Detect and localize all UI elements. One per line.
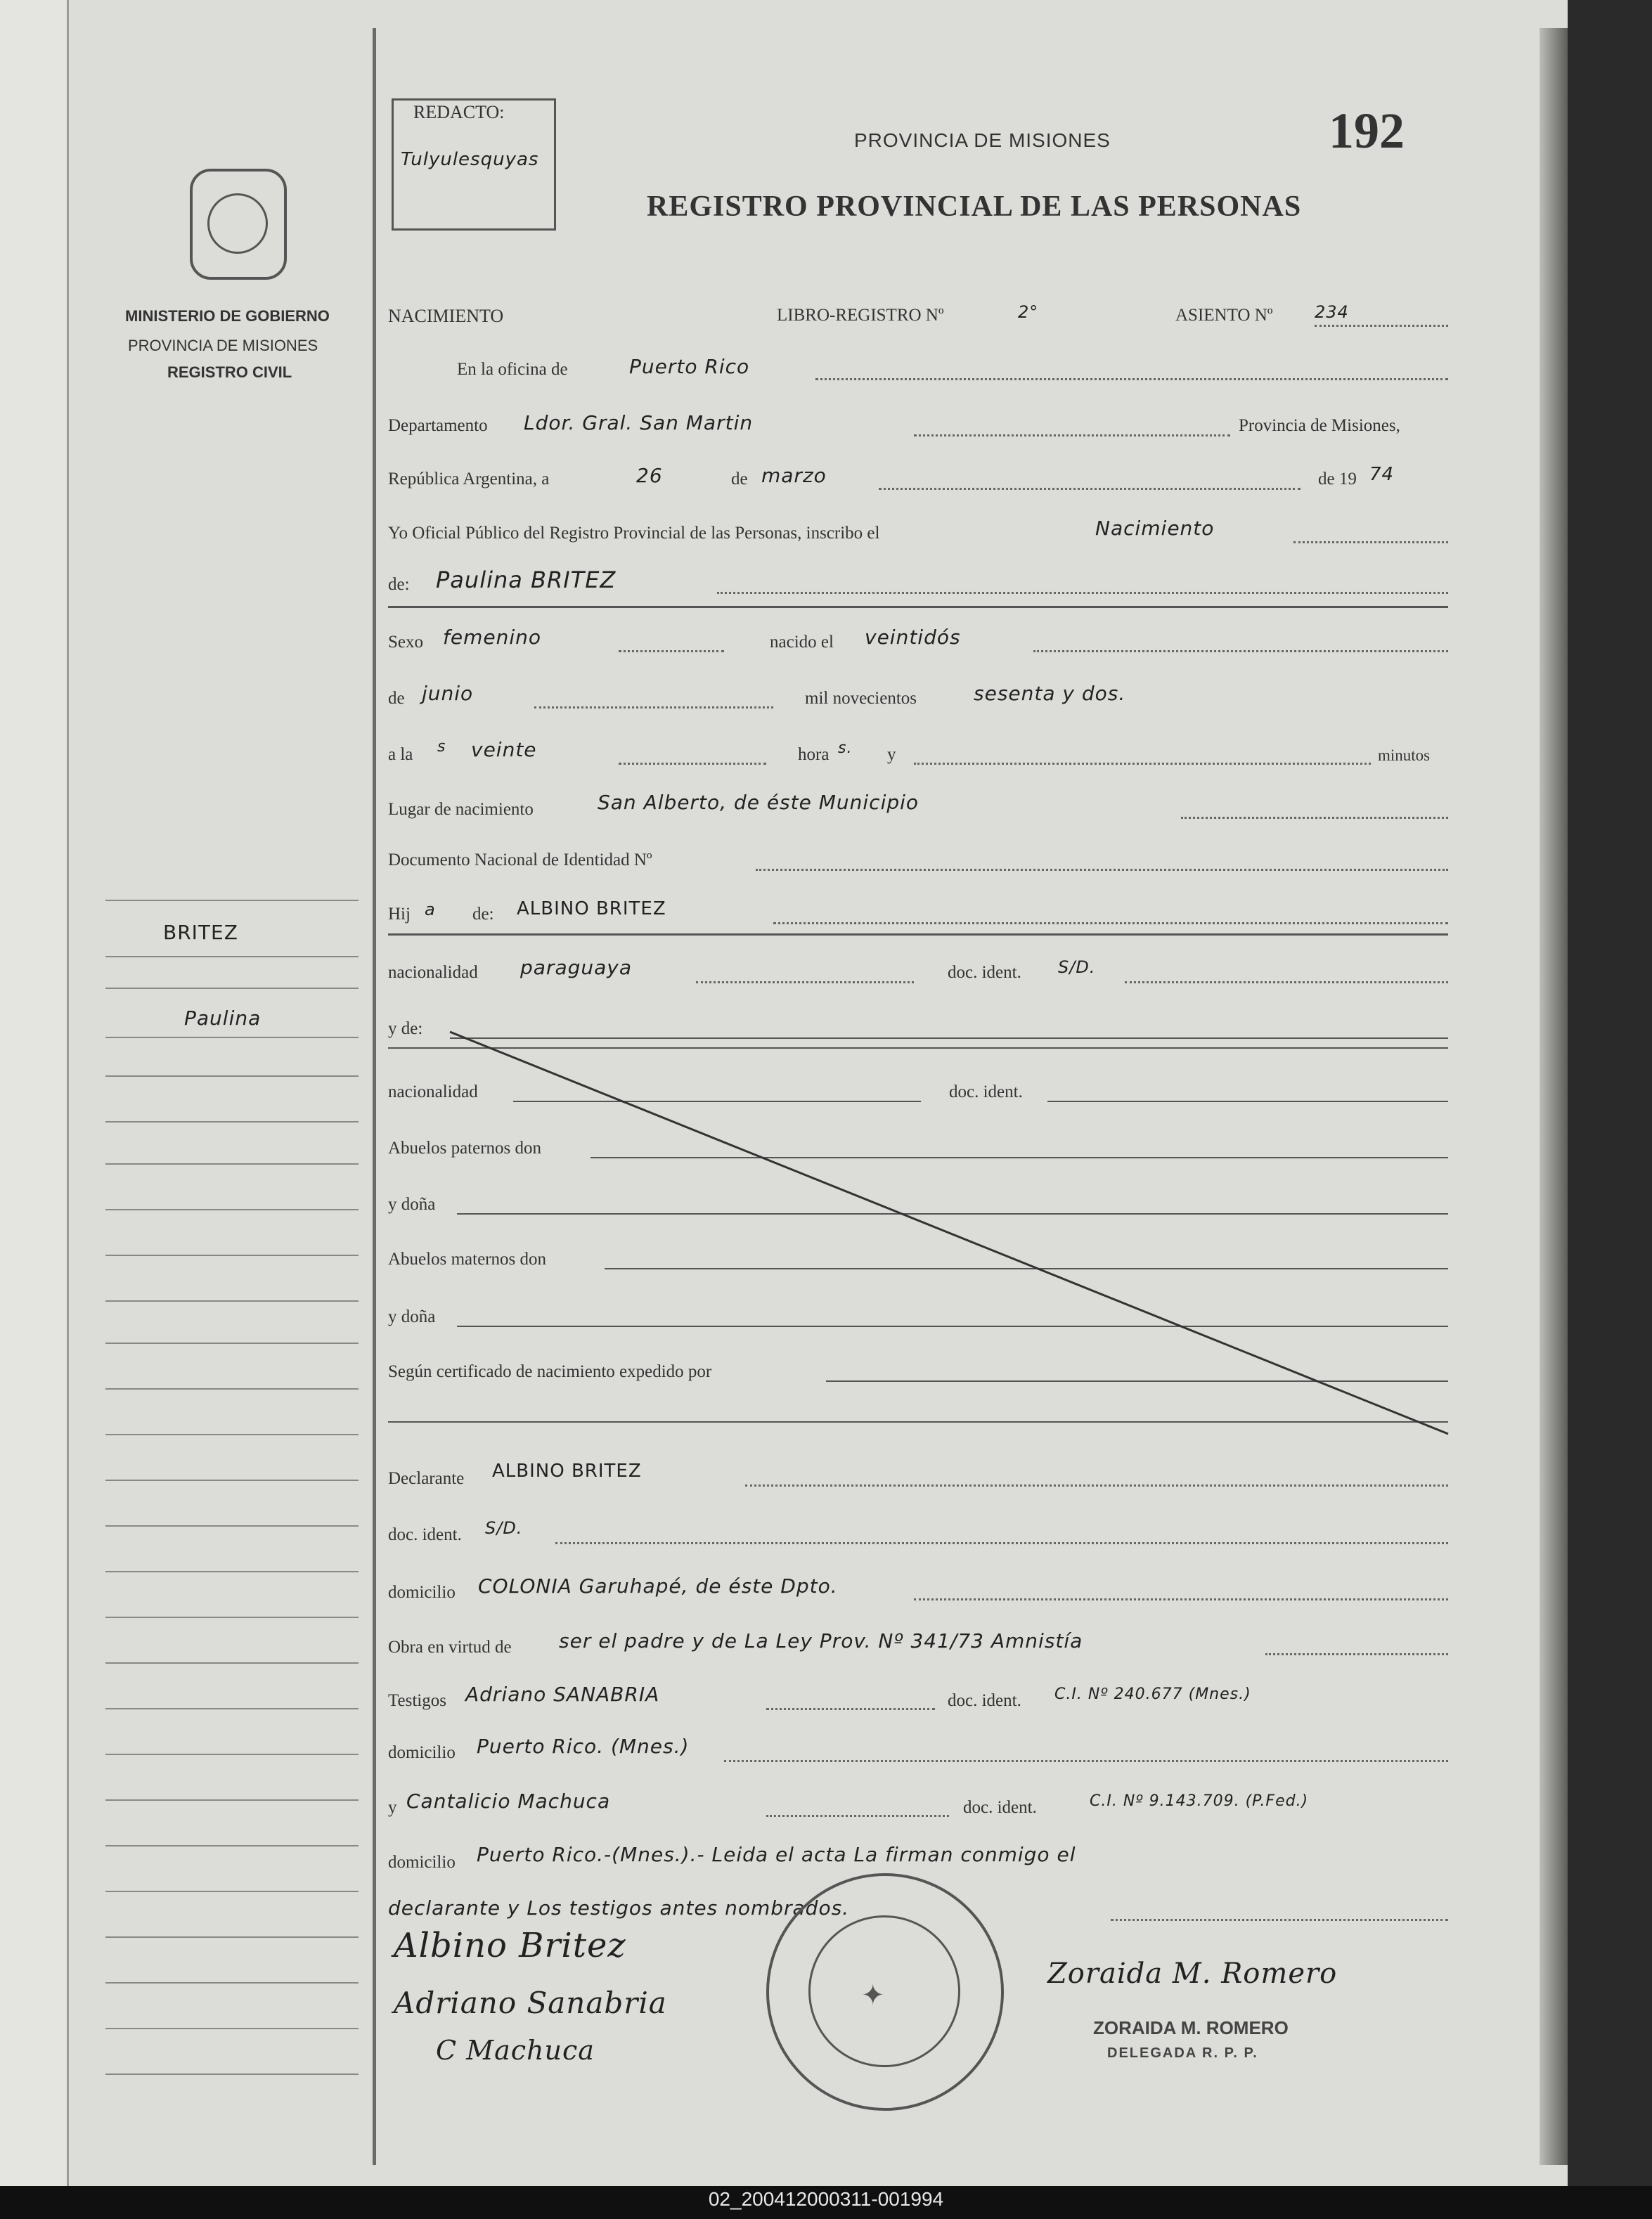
y-dona-1-label: y doña (388, 1195, 436, 1214)
page-number: 192 (1329, 103, 1405, 159)
dni-label: Documento Nacional de Identidad Nº (388, 850, 652, 869)
nacionalidad-2-label: nacionalidad (388, 1082, 478, 1101)
redacto-label: REDACTO: (413, 102, 505, 122)
record-type-label: NACIMIENTO (388, 306, 504, 326)
yo-oficial-label: Yo Oficial Público del Registro Provincial de las Personas, inscribo el (388, 524, 880, 543)
a-las-label: a la (388, 745, 413, 764)
testigo-1-domicilio: Puerto Rico. (Mnes.) (477, 1735, 690, 1758)
domicilio-value: COLONIA Garuhapé, de éste Dpto. (478, 1574, 838, 1598)
closing-text: declarante y Los testigos antes nombrados. (388, 1896, 850, 1920)
doc-ident-4-label: doc. ident. (948, 1691, 1021, 1710)
province-heading: PROVINCIA DE MISIONES (854, 129, 1111, 151)
republica-label: República Argentina, a (388, 470, 550, 489)
doc-ident-3-label: doc. ident. (388, 1525, 462, 1544)
testigo-2-domicilio: Puerto Rico.-(Mnes.).- Leida el acta La firman conmigo el (477, 1843, 1076, 1866)
testigo-1-name: Adriano SANABRIA (465, 1683, 660, 1706)
month-value: marzo (761, 464, 827, 487)
hij-label: Hij (388, 905, 411, 924)
testigo-2-name: Cantalicio Machuca (406, 1790, 611, 1813)
year-label: de 19 (1318, 470, 1357, 489)
sexo-value: femenino (443, 626, 541, 649)
testigo-1-doc: C.I. Nº 240.677 (Mnes.) (1054, 1686, 1251, 1703)
dotted-line (766, 1815, 949, 1817)
abuelos-maternos-label: Abuelos maternos don (388, 1250, 546, 1269)
minutos-label: minutos (1378, 746, 1431, 764)
ministry-line-1: MINISTERIO DE GOBIERNO (125, 307, 330, 325)
doc-ident-5-label: doc. ident. (963, 1798, 1037, 1817)
domicilio-label: domicilio (388, 1583, 456, 1602)
asiento-label: ASIENTO Nº (1175, 306, 1273, 325)
abuelos-paternos-label: Abuelos paternos don (388, 1139, 542, 1158)
testigo-2-signature: C Machuca (436, 2035, 595, 2066)
redacto-signature: Tulyulesquyas (401, 149, 539, 170)
declarante-signature: Albino Britez (394, 1926, 626, 1965)
lugar-label: Lugar de nacimiento (388, 800, 534, 819)
registry-title: REGISTRO PROVINCIAL DE LAS PERSONAS (647, 190, 1302, 223)
doc-ident-value: S/D. (1058, 957, 1096, 977)
nacionalidad-label: nacionalidad (388, 963, 478, 982)
obra-label: Obra en virtud de (388, 1638, 512, 1657)
doc-ident-3-value: S/D. (485, 1518, 523, 1538)
departamento-label: Departamento (388, 416, 488, 435)
nacido-label: nacido el (770, 633, 834, 652)
oficina-value: Puerto Rico (629, 355, 750, 378)
horas-suffix: s. (838, 739, 853, 757)
horas-label: hora (798, 745, 830, 764)
ministry-line-3: REGISTRO CIVIL (167, 363, 292, 381)
official-name: ZORAIDA M. ROMERO (1093, 2017, 1289, 2038)
asiento-value: 234 (1315, 302, 1349, 322)
person-name: Paulina BRITEZ (436, 567, 617, 593)
declarante-label: Declarante (388, 1469, 465, 1488)
y-de-label: y de: (388, 1019, 423, 1038)
libro-label: LIBRO-REGISTRO Nº (777, 306, 944, 325)
testigos-label: Testigos (388, 1691, 446, 1710)
official-signature: Zoraida M. Romero (1047, 1958, 1338, 1990)
official-title: DELEGADA R. P. P. (1107, 2045, 1258, 2061)
year-value: 74 (1369, 464, 1395, 485)
certificado-label: Según certificado de nacimiento expedido por (388, 1362, 712, 1381)
testigo-2-doc: C.I. Nº 9.143.709. (P.Fed.) (1090, 1792, 1309, 1810)
domicilio-2-label: domicilio (388, 1743, 456, 1762)
oficina-label: En la oficina de (457, 360, 568, 379)
departamento-value: Ldor. Gral. San Martin (524, 411, 754, 434)
image-caption: 02_200412000311-001994 (708, 2188, 944, 2210)
provincia-label: Provincia de Misiones, (1239, 416, 1400, 435)
nacido-value: veintidós (865, 626, 961, 649)
margin-given-name: Paulina (184, 1007, 262, 1030)
father-name: ALBINO BRITEZ (517, 898, 666, 919)
dotted-line (914, 1598, 1448, 1600)
de-month-label: de (388, 689, 405, 708)
a-las-suffix: s (437, 738, 446, 756)
dotted-line (555, 1542, 1448, 1544)
dotted-line (766, 1708, 935, 1710)
seal-star-icon: ✦ (861, 1979, 885, 2011)
nacionalidad-value: paraguaya (520, 956, 633, 979)
domicilio-3-label: domicilio (388, 1853, 456, 1872)
y-dona-2-label: y doña (388, 1307, 436, 1326)
day-value: 26 (636, 464, 663, 487)
mil-novecientos-label: mil novecientos (805, 689, 917, 708)
dotted-line (745, 1484, 1448, 1487)
hij-suffix: a (425, 900, 436, 919)
year-birth-value: sesenta y dos. (974, 682, 1126, 705)
hora-value: veinte (471, 738, 537, 761)
sexo-label: Sexo (388, 633, 423, 652)
y-label: y (887, 745, 896, 764)
testigo-1-signature: Adriano Sanabria (394, 1986, 667, 2020)
dotted-line (1265, 1653, 1448, 1655)
doc-ident-2-label: doc. ident. (949, 1082, 1023, 1101)
margin-surname: BRITEZ (163, 921, 238, 944)
month-birth-value: junio (422, 682, 474, 705)
y-testigo-label: y (388, 1798, 397, 1817)
de-label: de (731, 470, 748, 489)
acto-value: Nacimiento (1095, 517, 1215, 540)
lugar-value: San Alberto, de éste Municipio (598, 791, 919, 814)
dotted-line (724, 1760, 1448, 1762)
dotted-line (1111, 1919, 1448, 1921)
declarante-value: ALBINO BRITEZ (492, 1461, 642, 1482)
hij-de-label: de: (472, 905, 494, 924)
de-person-label: de: (388, 575, 410, 594)
libro-value: 2° (1018, 302, 1039, 322)
ministry-line-2: PROVINCIA DE MISIONES (128, 337, 318, 354)
obra-value: ser el padre y de La Ley Prov. Nº 341/73 Amnistía (559, 1629, 1083, 1652)
doc-ident-label: doc. ident. (948, 963, 1021, 982)
